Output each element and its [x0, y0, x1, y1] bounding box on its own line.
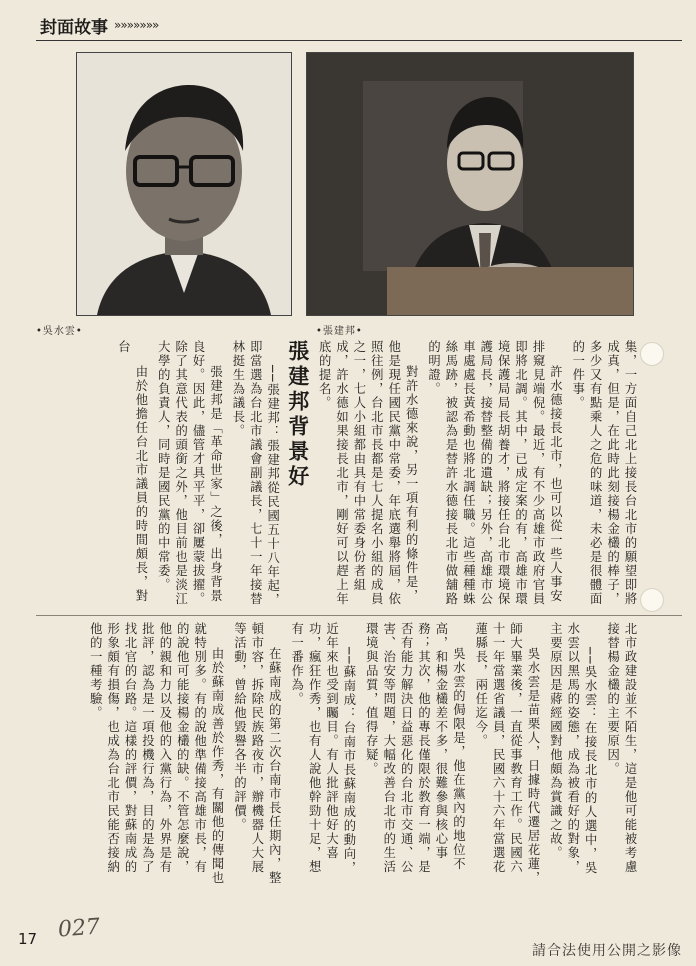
paragraph: ──蘇南成：台南市長蘇南成的動向，近年來也受到矚目。有人批評他好大喜功，瘋狂作秀，也有人說他幹勁十足，想有一番作為。	[289, 622, 356, 875]
punch-hole	[640, 342, 664, 366]
paragraph: ──張建邦：張建邦從民國五十八年起，即當選為台北市議會副議長，七十一年接替林挺生為議長。	[230, 340, 280, 607]
usage-notice: 請合法使用公開之影像	[532, 943, 682, 959]
sub-heading: 張建邦背景好	[285, 340, 310, 490]
paragraph: 吳水雲是苗栗人，日據時代遷居花蓮，師大畢業後，一直從事教育工作。民國六十一年當選省議員，民國六十六年當選花蓮縣長，兩任迄今。	[473, 622, 540, 885]
portrait-illustration-left	[77, 53, 291, 315]
portrait-photo-right	[306, 52, 634, 316]
caption-left: •吳水雲•	[36, 326, 83, 337]
section-title: 封面故事	[40, 17, 108, 38]
caption-right: •張建邦•	[316, 326, 363, 337]
punch-hole	[640, 588, 664, 612]
paragraph: 在蘇南成的第二次台南市長任期內，整頓市容，拆除民族路夜市，辦機器人大展等活動，曾給他毀譽各半的評價。	[232, 622, 282, 885]
paragraph: 由於蘇南成善於作秀，有關他的傳聞也就特別多。有的說他準備接高雄市長，有的說他可能接楊金欉的缺。不管怎麼說，他的親和力以及他的入黨行為，外界是有批評，認為是一項投機行為，目的是為了找北官的台路。這樣的評價，對蘇南成的形象頗有損傷，也成為台北市民能否接納他的一種考驗。	[88, 622, 225, 885]
portrait-illustration-right	[307, 53, 633, 315]
portrait-photo-left	[76, 52, 292, 316]
section-header	[40, 12, 158, 38]
section-divider	[36, 615, 682, 616]
paragraph: 集，一方面自己北上接長台北市的願望即將成真，但是，在此時此刻接楊金欉的棒子，多少又有點乘人之危的味道，未必是很體面的一件事。	[570, 340, 637, 606]
paragraph: 張建邦是「革命世家」之後，出身背景良好。因此，儘管才具平平，卻屢蒙拔擢。除了其意代表的頭銜之外，他目前也是淡江大學的負責人，同時是國民黨的中常委。	[156, 340, 223, 606]
paragraph: 由於他擔任台北市議員的時間頗長，對台	[116, 340, 148, 603]
article-column-bottom	[18, 622, 638, 887]
paragraph: 吳水雲的侷限是，他在黨內的地位不高，和楊金欉差不多，很難參與核心事務；其次，他的專長僅限於教育一端，是否有能力解決日益惡化的台北市交通、公害、治安等問題，大幅改善台北市的生活環境與品質，值得存疑。	[364, 622, 466, 874]
chevron-decoration: »»»»»»»	[114, 18, 159, 32]
paragraph: ──吳水雲：在接長北市的人選中，吳水雲以黑馬的姿態，成為被看好的對象，主要原因是蔣經國對他頗為賞識之故。	[548, 622, 598, 875]
paragraph: 許水德接長北市，也可以從一些人事安排窺見端倪。最近，有不少高雄市政府官員即將北調。其中，已成定案的有，高雄市環境保護局局長胡養才，將接任台北市環境保護局長，接替整備的遺缺；另外，高雄市公車處處長黃希動也將北調任職。這些種種蛛絲馬跡，被認為是替許水德接長北市做舖路的明證。	[426, 340, 563, 606]
handwritten-number: 027	[57, 914, 101, 943]
page-number: 17	[18, 930, 38, 948]
paragraph: 北市政建設並不陌生，這是他可能被考慮接替楊金欉的主要原因。	[605, 622, 637, 874]
header-rule	[36, 40, 682, 41]
article-column-top	[38, 340, 638, 612]
paragraph: 對許水德來說，另一項有利的條件是，他是現任國民黨中常委，年底選舉將屆，依照往例，台北市長都是七人提名小組的成員之一，七人小組都由具有中常委身份者組成，許水德如果接長北市，剛好可以趕上年底的提名。	[317, 340, 419, 606]
